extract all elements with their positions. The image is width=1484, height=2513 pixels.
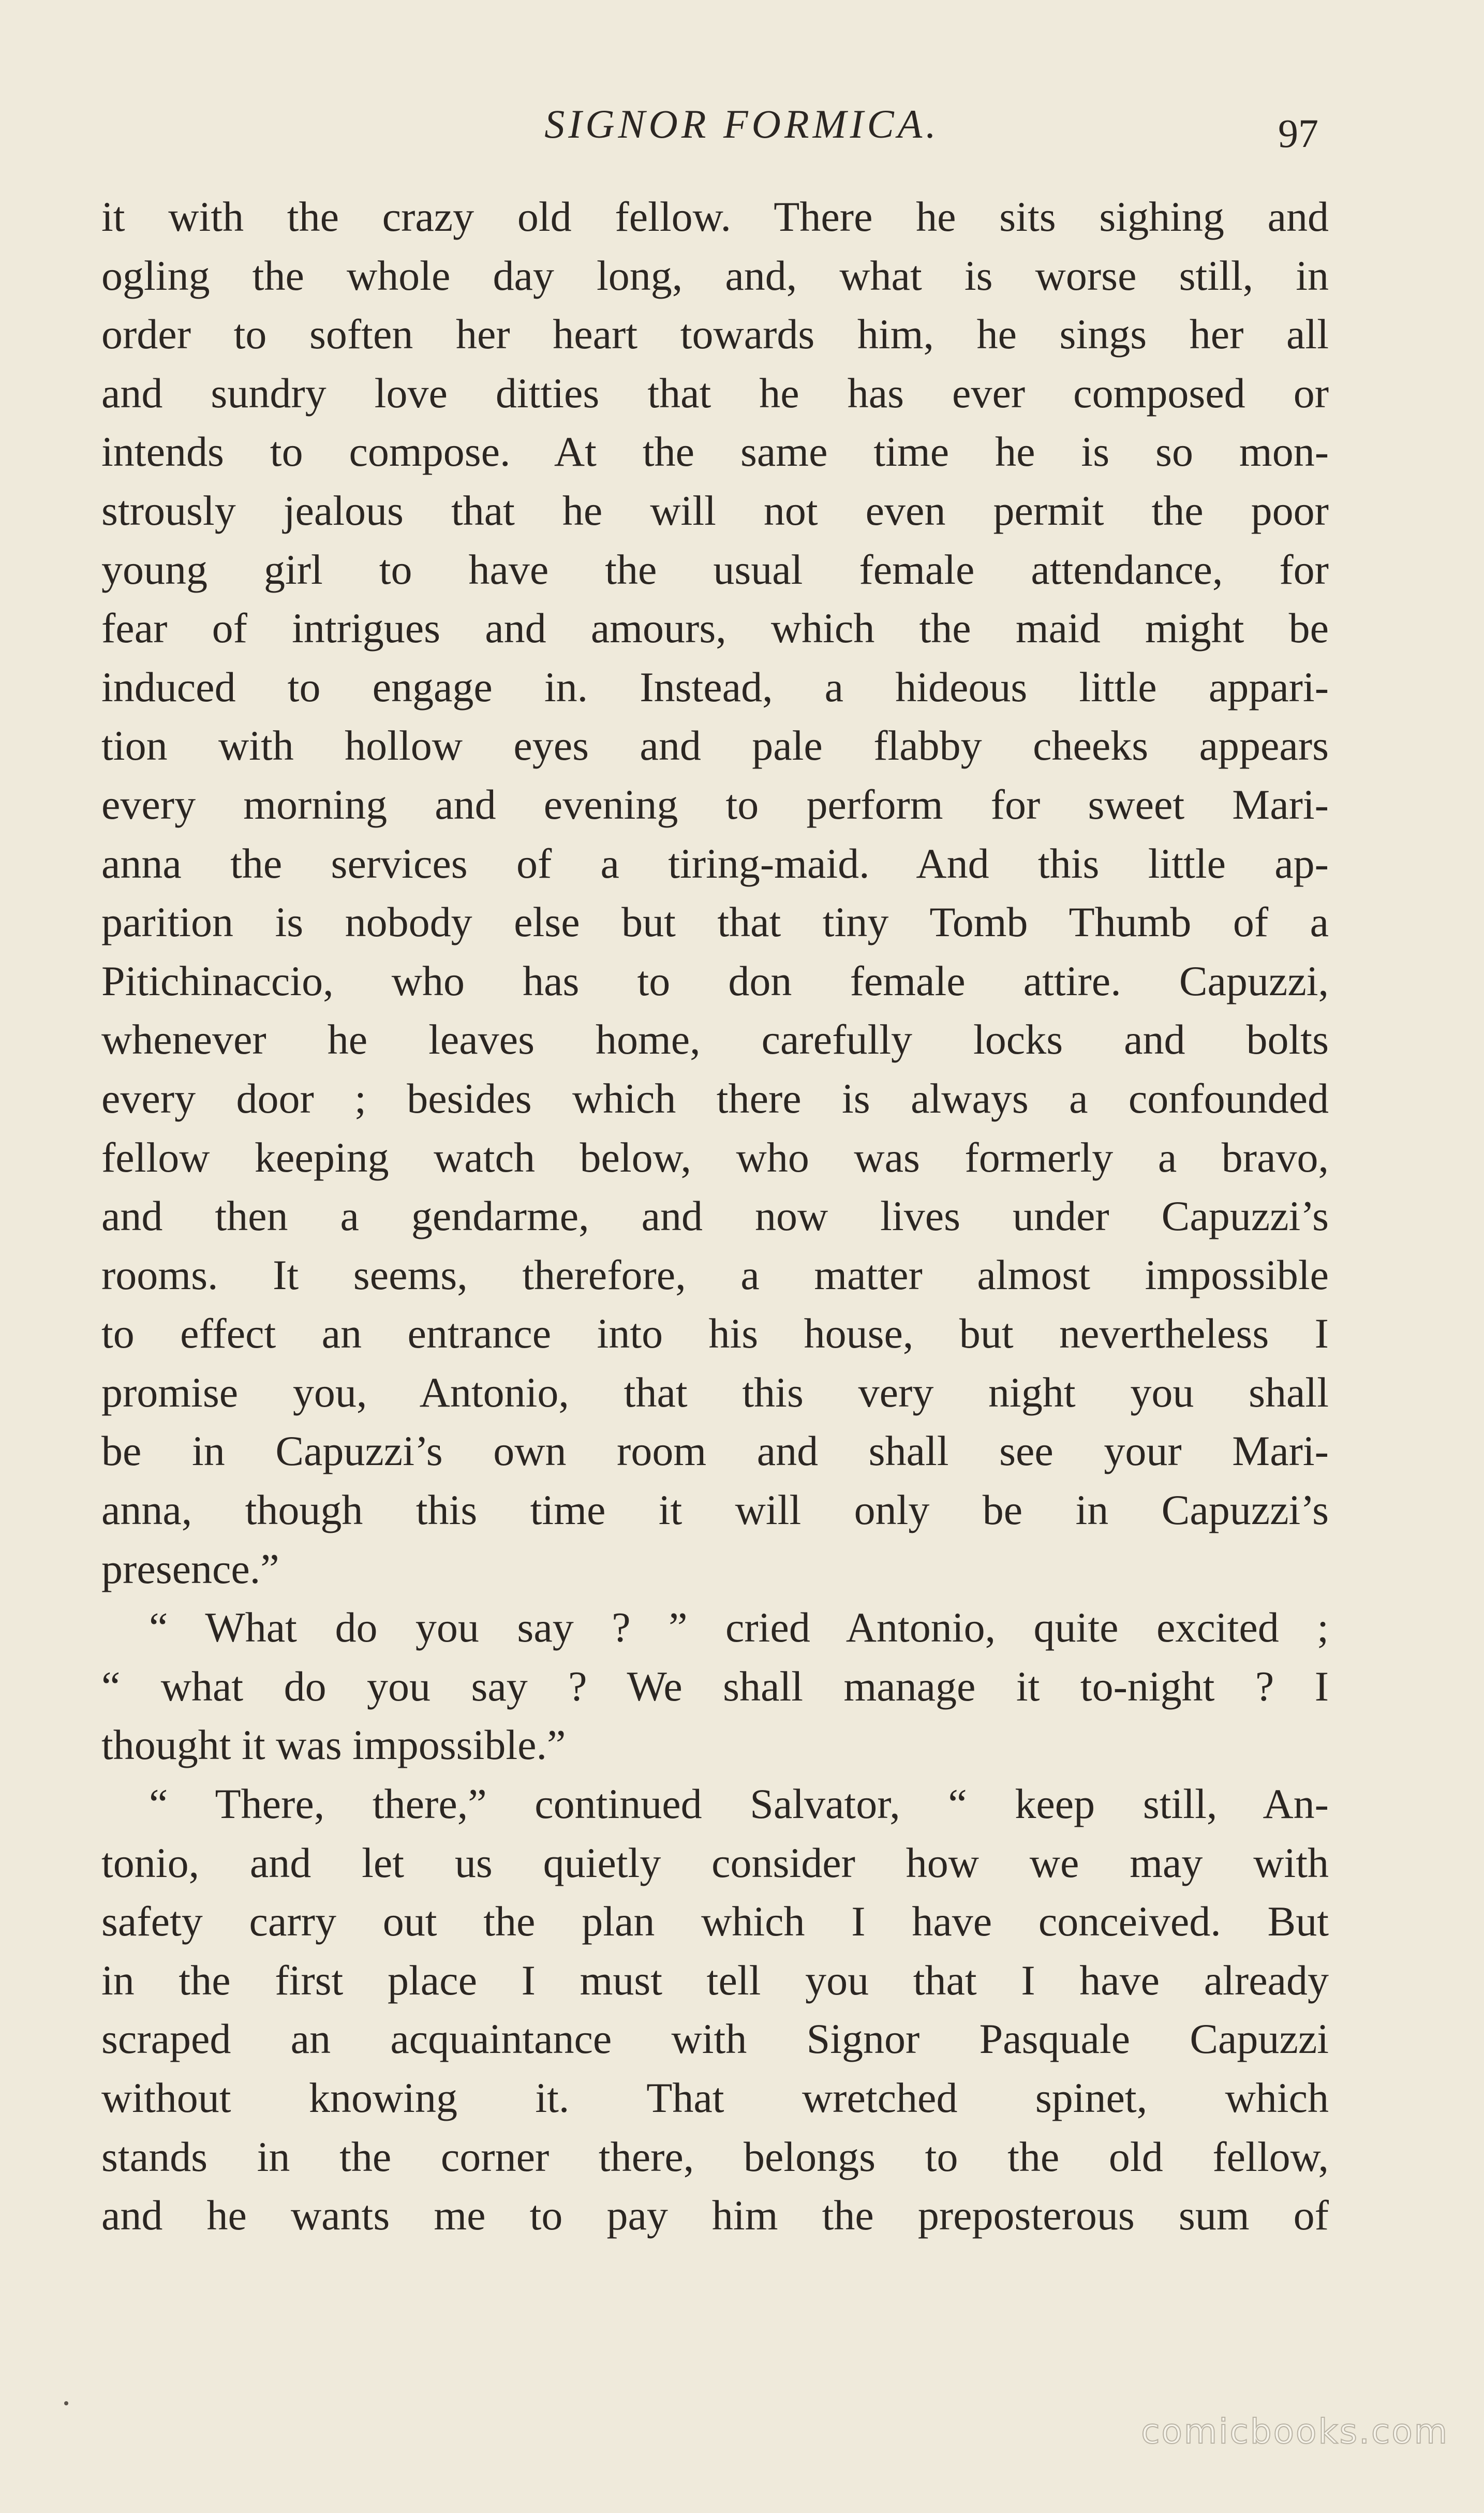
text-line: tion with hollow eyes and pale flabby cheeks appears	[101, 722, 1329, 770]
text-line: young girl to have the usual female attendance, for	[101, 545, 1329, 593]
page-header	[0, 96, 1484, 163]
running-title: SIGNOR FORMICA.	[544, 101, 940, 146]
text-line: and he wants me to pay him the preposterous sum of	[101, 2192, 1329, 2239]
text-line: anna the services of a tiring-maid. And this little ap-	[101, 839, 1329, 887]
text-line: fellow keeping watch below, who was formerly a bravo,	[101, 1133, 1329, 1181]
text-line: without knowing it. That wretched spinet, which	[101, 2074, 1329, 2121]
text-line: “ What do you say ? ” cried Antonio, quite excited ;	[149, 1604, 1329, 1651]
text-line: it with the crazy old fellow. There he sits sighing and	[101, 193, 1329, 240]
text-line: stands in the corner there, belongs to the old fellow,	[101, 2133, 1329, 2180]
text-line: in the first place I must tell you that I have already	[101, 1956, 1329, 2004]
ink-speck	[64, 2401, 68, 2405]
text-line: anna, though this time it will only be in Capuzzi’s	[101, 1486, 1329, 1534]
text-line: presence.”	[101, 1545, 279, 1592]
text-line: whenever he leaves home, carefully locks and bolts	[101, 1016, 1329, 1063]
text-line: tonio, and let us quietly consider how we may with	[101, 1839, 1329, 1886]
text-line: “ There, there,” continued Salvator, “ keep still, An-	[149, 1780, 1329, 1828]
text-line: ogling the whole day long, and, what is worse still, in	[101, 252, 1329, 299]
text-line: be in Capuzzi’s own room and shall see your Mari-	[101, 1427, 1329, 1475]
page-number: 97	[1278, 111, 1318, 156]
text-line: intends to compose. At the same time he is so mon-	[101, 428, 1329, 476]
text-body	[101, 187, 1329, 2245]
text-line: Pitichinaccio, who has to don female attire. Capuzzi,	[101, 957, 1329, 1004]
watermark: comicbooks.com	[1141, 2412, 1449, 2451]
text-line: to effect an entrance into his house, but nevertheless I	[101, 1310, 1329, 1357]
text-line: safety carry out the plan which I have conceived. But	[101, 1898, 1329, 1945]
text-line: thought it was impossible.”	[101, 1721, 566, 1769]
text-line: every door ; besides which there is always a confounded	[101, 1074, 1329, 1122]
text-line: promise you, Antonio, that this very night you shall	[101, 1368, 1329, 1416]
text-line: and sundry love ditties that he has ever composed or	[101, 369, 1329, 417]
text-line: parition is nobody else but that tiny Tomb Thumb of a	[101, 898, 1329, 946]
text-line: every morning and evening to perform for sweet Mari-	[101, 780, 1329, 828]
text-line: and then a gendarme, and now lives under Capuzzi’s	[101, 1192, 1329, 1240]
text-line: rooms. It seems, therefore, a matter almost impossible	[101, 1251, 1329, 1298]
text-line: strously jealous that he will not even permit the poor	[101, 486, 1329, 534]
text-line: induced to engage in. Instead, a hideous little appari-	[101, 663, 1329, 711]
text-line: “ what do you say ? We shall manage it to-night ? I	[101, 1662, 1329, 1710]
text-line: order to soften her heart towards him, he sings her all	[101, 311, 1329, 358]
text-line: fear of intrigues and amours, which the maid might be	[101, 604, 1329, 652]
text-line: scraped an acquaintance with Signor Pasquale Capuzzi	[101, 2015, 1329, 2063]
